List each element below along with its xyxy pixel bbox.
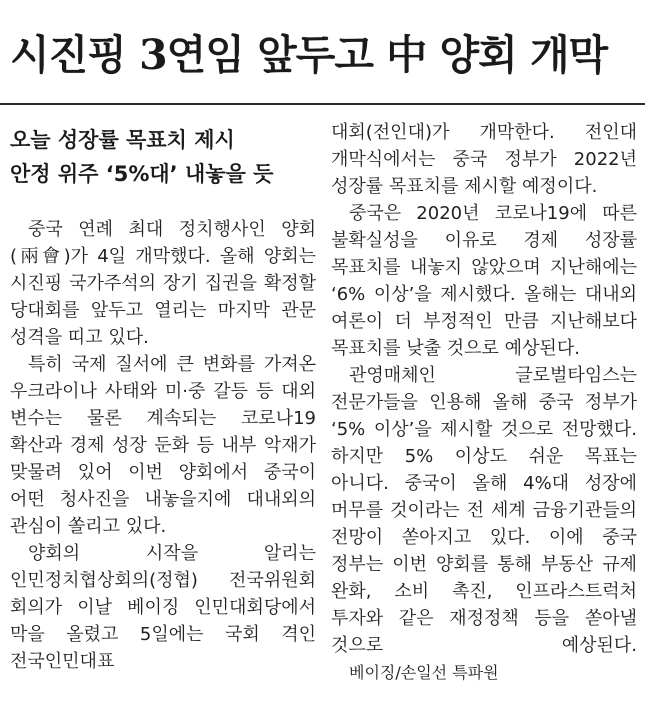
paragraph-3: 양회의 시작을 알리는 인민정치협상회의(정협) 전국위원회 회의가 이날 베이징 인민대회당에서 막을 올렸고 5일에는 국회 격인 전국인민대표 [10,543,316,672]
subheadline-line-1: 오늘 성장률 목표치 제시 [10,128,235,152]
subheadline-line-2: 안정 위주 ‘5%대’ 내놓을 듯 [10,162,274,186]
byline: 베이징/손일선 특파원 [349,663,499,682]
subheadline [10,123,316,191]
paragraph-4: 중국은 2020년 코로나19에 따른 불확실성을 이유로 경제 성장률 목표치를 내놓지 않았으며 지난해에는 ‘6% 이상’을 제시했다. 올해는 대내외 여론이 더 부정적인 만큼 지난해보다 목표치를 낮출 것으로 예상된다. [331,203,637,359]
paragraph-5-text: 관영매체인 글로벌타임스는 전문가들을 인용해 올해 중국 정부가 ‘5% 이상’을 제시할 것으로 전망했다. 하지만 5% 이상도 쉬운 목표는 아니다. 중국이 올해 4%대 성장에 머무를 것이라는 전 세계 금융기관들의 전망이 쏟아지고 있다. 이에 중국 정부는 이번 양회를 통해 부동산 규제 완화, 소비 촉진, 인프라스트럭처 투자와 같은 재정정책 등을 쏟아낼 것으로 예상된다. [331,365,637,656]
left-column [10,117,316,675]
headline: 시진핑 3연임 앞두고 中 양회 개막 [10,31,608,79]
body-text-right [331,119,637,686]
body-text-left [10,216,316,675]
paragraph-3-continued: 대회(전인대)가 개막한다. 전인대 개막식에서는 중국 정부가 2022년 성장률 목표치를 제시할 예정이다. [331,122,637,197]
paragraph-2: 특히 국제 질서에 큰 변화를 가져온 우크라이나 사태와 미·중 갈등 등 대외 변수는 물론 계속되는 코로나19 확산과 경제 성장 둔화 등 내부 악재가 맞물려 있어 이번 양회에서 중국이 어떤 청사진을 내놓을지에 대내외의 관심이 쏠리고 있다. [10,354,316,537]
paragraph-5 [331,362,637,686]
right-column [331,119,637,686]
paragraph-1: 중국 연례 최대 정치행사인 양회(兩會)가 4일 개막했다. 올해 양회는 시진핑 국가주석의 장기 집권을 확정할 당대회를 앞두고 열리는 마지막 관문 성격을 띠고 있다. [10,219,316,348]
headline-divider [0,103,645,105]
